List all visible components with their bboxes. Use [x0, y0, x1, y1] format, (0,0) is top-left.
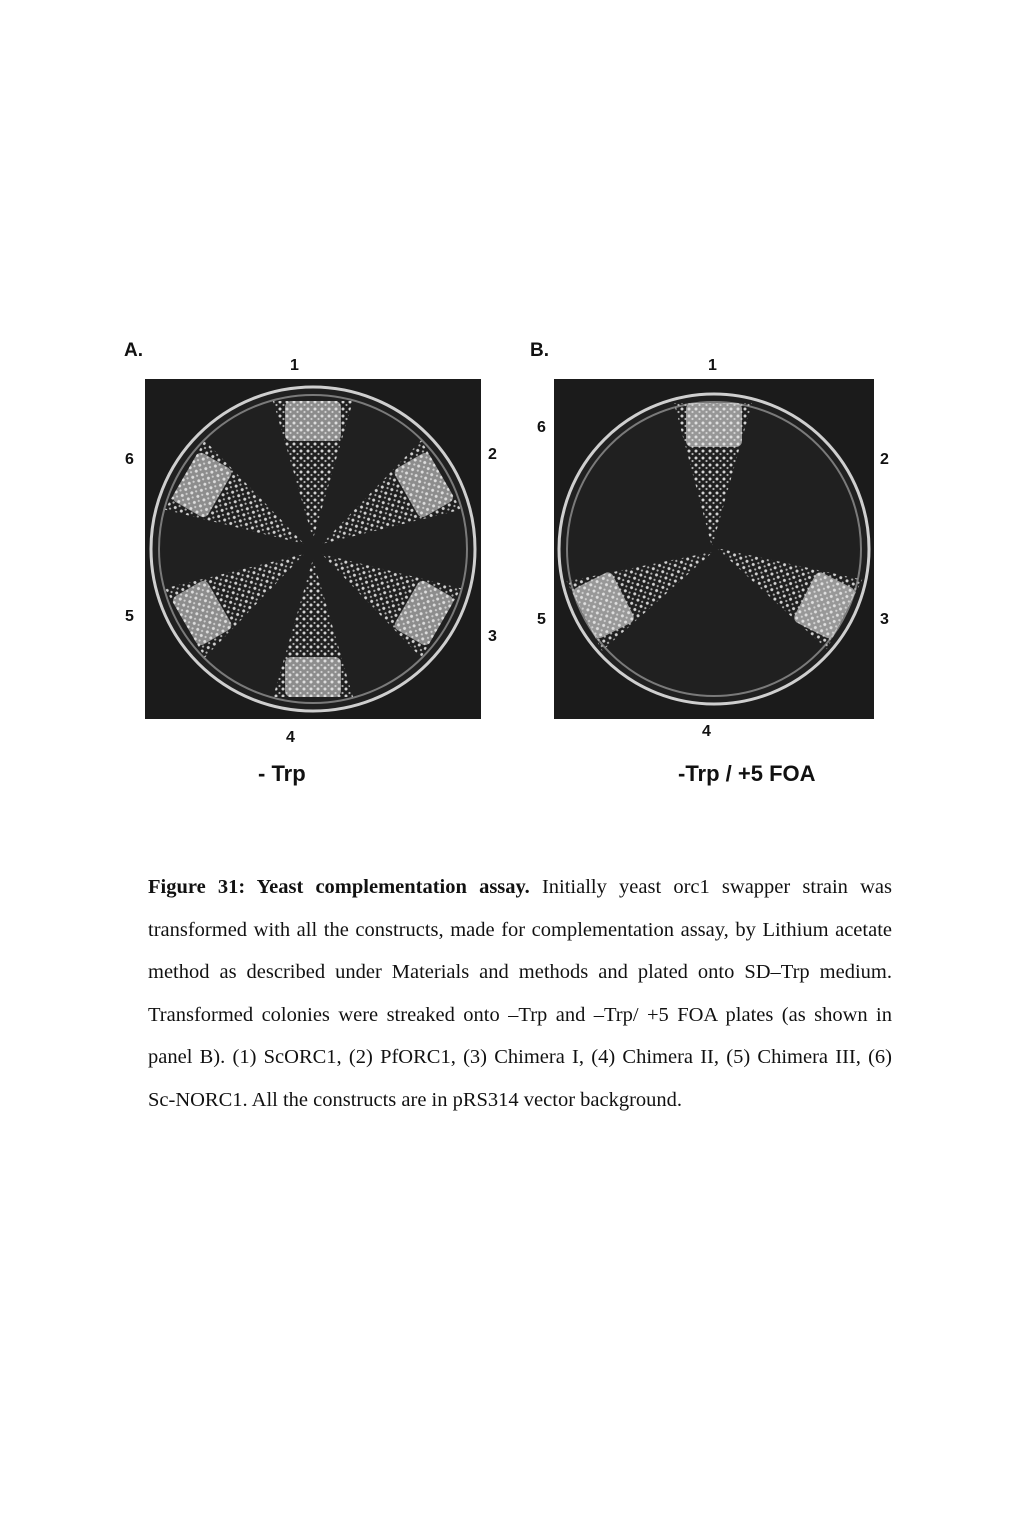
panel-a-label-3: 3 — [488, 628, 497, 645]
panel-a-label-4: 4 — [286, 729, 295, 746]
panel-a-letter: A. — [124, 340, 143, 361]
panel-a-label-5: 5 — [125, 608, 134, 625]
panel-b-label-3: 3 — [880, 611, 889, 628]
plate-a-photo — [145, 379, 481, 719]
panel-b-label-2: 2 — [880, 451, 889, 468]
caption-label: Figure 31: Yeast complementation assay. — [148, 876, 530, 898]
plate-b-photo — [554, 379, 874, 719]
panel-a-label-1: 1 — [290, 357, 299, 374]
panel-a-title: - Trp — [258, 761, 306, 786]
panel-b-label-4: 4 — [702, 723, 711, 740]
panel-b-title: -Trp / +5 FOA — [678, 761, 816, 786]
panel-a-label-2: 2 — [488, 446, 497, 463]
panel-b-letter: B. — [530, 340, 549, 361]
caption-text: Initially yeast orc1 swapper strain was transformed with all the constructs, made for complementation assay, by Lithium acetate method as described under Materials and methods and plated onto SD–Trp medium. Transformed colonies were streaked onto –Trp and –Trp/ +5 FOA plates (as shown in panel B). (1) ScORC1, (2) PfORC1, (3) Chimera I, (4) Chimera II, (5) Chimera III, (6) Sc-NORC1. All the constructs are in pRS314 vector background. — [148, 876, 892, 1111]
panel-b-label-1: 1 — [708, 357, 717, 374]
panel-b-label-6: 6 — [537, 419, 546, 436]
panel-b-label-5: 5 — [537, 611, 546, 628]
panel-a-label-6: 6 — [125, 451, 134, 468]
figure-caption — [148, 866, 892, 1122]
